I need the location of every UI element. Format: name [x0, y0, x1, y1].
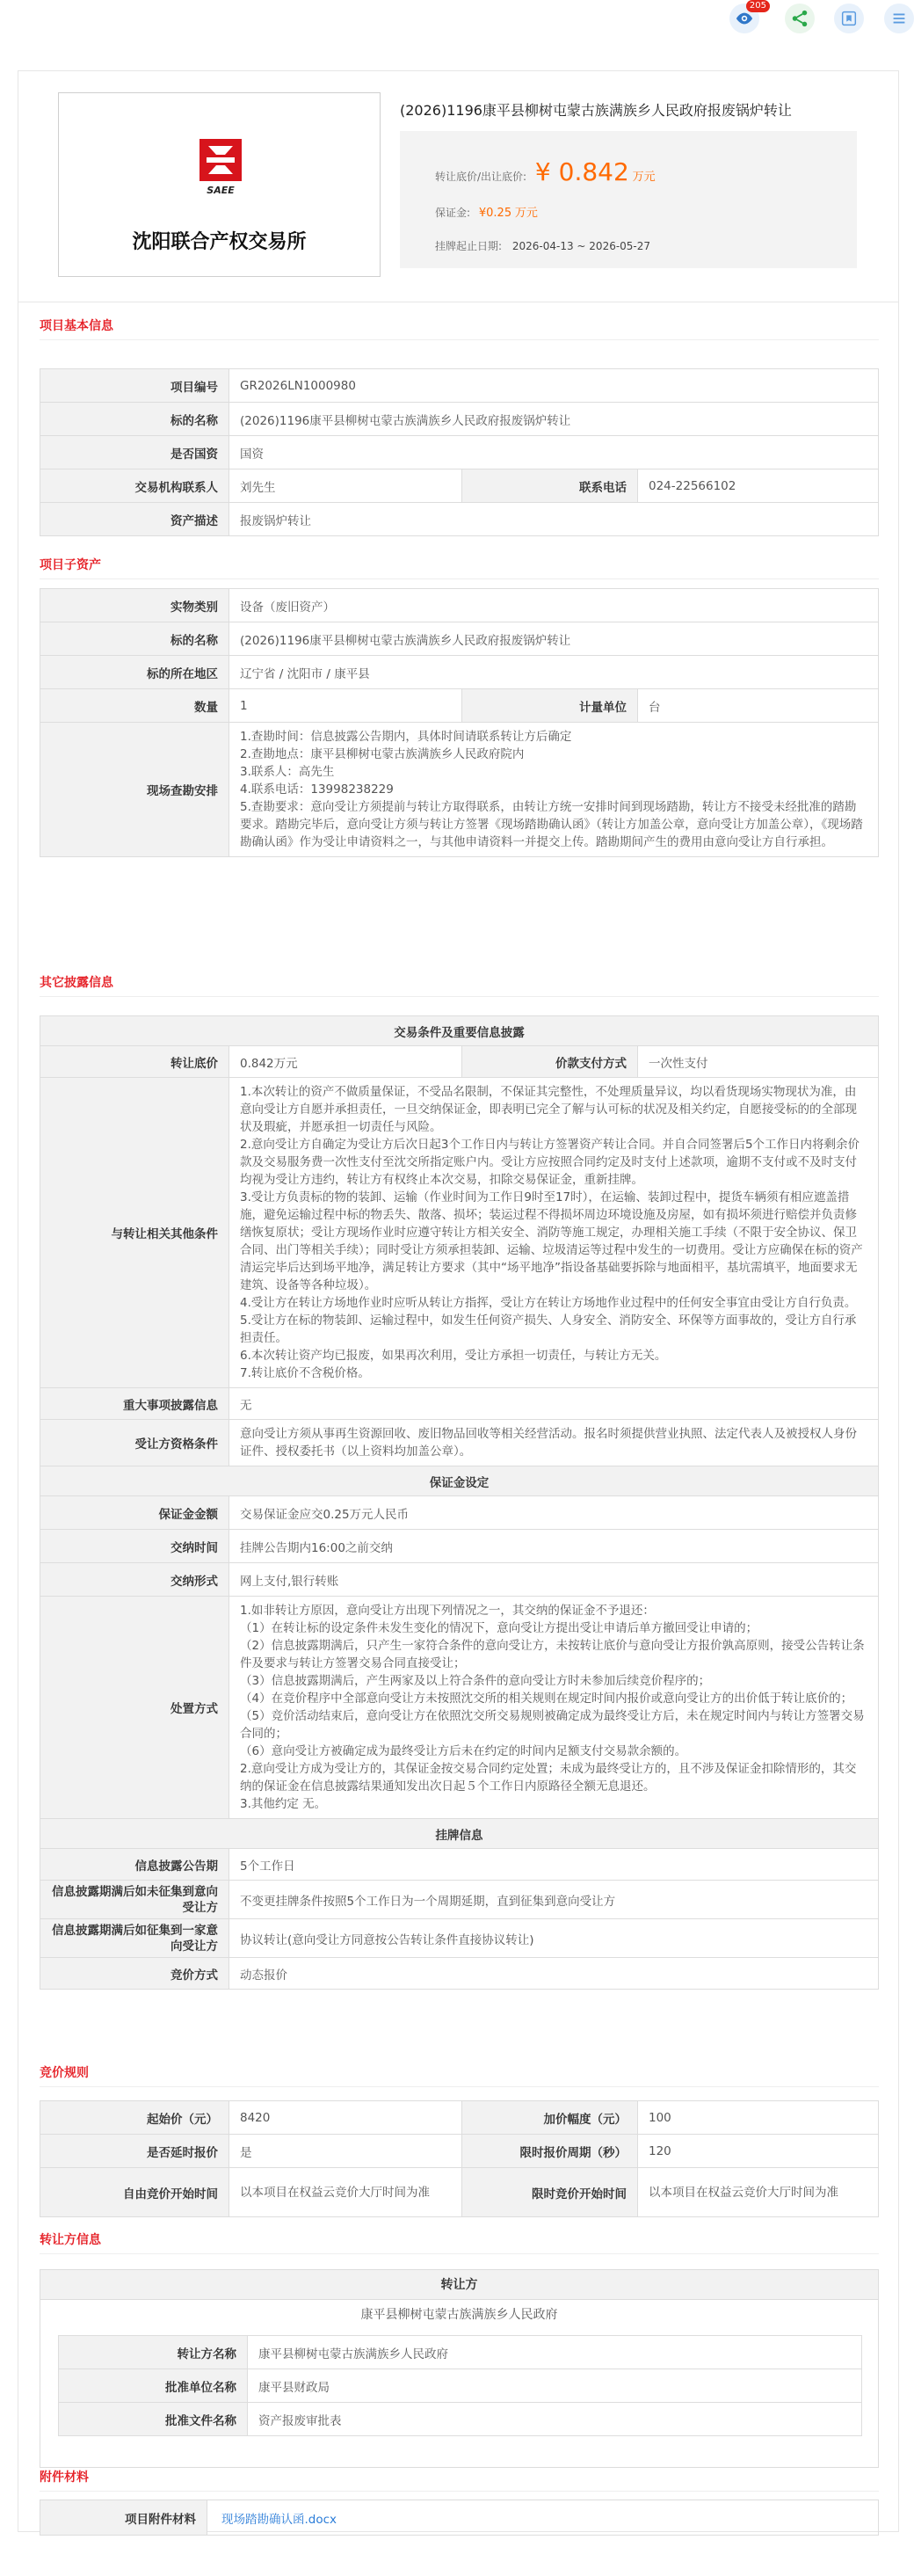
delayed-bid: 是 — [229, 2135, 462, 2168]
label: 数量 — [40, 689, 229, 723]
label: 现场查勘安排 — [40, 723, 229, 857]
approval-document: 资产报废审批表 — [248, 2403, 862, 2436]
deposit-value: ¥0.25 — [478, 207, 512, 220]
label: 标的所在地区 — [40, 656, 229, 689]
deposit-unit: 万元 — [514, 207, 538, 220]
target-location: 辽宁省 / 沈阳市 / 康平县 — [229, 656, 879, 689]
contact-phone: 024-22566102 — [638, 469, 879, 503]
org-mark-text: SAEE — [207, 185, 235, 196]
attachment-title: 附件材料 — [40, 2470, 89, 2485]
disclosure-period: 5个工作日 — [229, 1849, 879, 1881]
label: 限时竞价开始时间 — [462, 2168, 638, 2217]
label: 限时报价周期（秒） — [462, 2135, 638, 2168]
text-line: 3.受让方负责标的物的装卸、运输（作业时间为工作日9时至17时），在运输、装卸过程中，提货车辆须有相应遮盖措施，避免运输过程中标的物丢失、散落、损坏；装运过程不得损坏周边环境设施及房屋，如有损坏须进行赔偿并负责修缮恢复原状；受让方现场作业时应遵守转让方相关安全、消防等施工规定，办理相关施工手续（不限于安全协议、保卫合同、出门等相关手续）；同时受让方须承担装卸、运输、垃圾清运等过程中发生的一切费用。受让方应确保在标的资产清运完毕后达到场平地净，满足转让方要求（其中“场平地净”指设备基础要拆除与地面相平，基坑需填平，地面要求无建筑、设备等各种垃圾）。 — [240, 1190, 863, 1292]
bidding-method: 动态报价 — [229, 1958, 879, 1990]
text-line: 5.查勘要求：意向受让方须提前与转让方取得联系，由转让方统一安排时间到现场踏勘，转让方不接受未经批准的踏勘要求。踏勘完毕后，意向受让方须与转让方签署《现场踏勘确认函》（转让方加盖公章，意向受让方加盖公章），《现场踏勘确认函》作为受让申请资料之一，与其他申请资料一并提交上传。踏勘期间产生的费用由意向受让方自行承担。 — [240, 800, 863, 849]
bid-rule-table — [40, 2100, 879, 2217]
bid-rule-title: 竞价规则 — [40, 2066, 89, 2080]
label: 信息披露公告期 — [40, 1849, 229, 1881]
dates-row — [435, 238, 650, 253]
text-line: 1.查勘时间：信息披露公告期内，具体时间请联系转让方后确定 — [240, 730, 572, 744]
price-box — [400, 131, 857, 268]
divider — [40, 996, 879, 997]
sub-asset-table — [40, 588, 879, 857]
text-line: （5）竞价活动结束后，意向受让方在依照沈交所交易规则被确定成为最终受让方后，未在规定时间内与转让方签署交易合同的； — [240, 1709, 865, 1741]
sub-section-title: 项目子资产 — [40, 558, 101, 572]
deposit-row — [435, 203, 538, 220]
text-line: 6.本次转让资产均已报废，如果再次利用，受让方承担一切责任，与转让方无关。 — [240, 1349, 667, 1363]
text-line: （3）信息披露期满后，产生两家及以上符合条件的意向受让方时未参加后续竞价程序的； — [240, 1674, 711, 1688]
bookmark-icon — [839, 9, 859, 28]
label: 交纳形式 — [40, 1563, 229, 1597]
label: 资产描述 — [40, 503, 229, 536]
price-row — [435, 157, 656, 186]
unit: 台 — [638, 689, 879, 723]
dates-label: 挂牌起止日期: — [435, 240, 503, 252]
text-line: 1.如非转让方原因，意向受让方出现下列情况之一，其交纳的保证金不予退还： — [240, 1604, 655, 1618]
text-line: 4.联系电话：13998238229 — [240, 782, 394, 797]
label: 起始价（元） — [40, 2101, 229, 2135]
text-line: 7.转让底价不含税价格。 — [240, 1366, 370, 1380]
seller-heading: 转让方 — [40, 2270, 878, 2300]
text-line: 2.意向受让方自确定为受让方后次日起3个工作日内与转让方签署资产转让合同。并自合同签署后5个工作日内将剩余价款及交易服务费一次性支付至沈交所指定账户内。受让方应按照合同约定及时支付上述款项，逾期不支付或不及时支付均视为受让方违约，转让方有权终止本次交易，扣除交易保证金，重新挂牌。 — [240, 1138, 860, 1187]
target-name: (2026)1196康平县柳树屯蒙古族满族乡人民政府报废锅炉转让 — [229, 403, 879, 436]
other-section-title: 其它披露信息 — [40, 976, 113, 990]
view-count-button[interactable] — [729, 1, 766, 33]
seller-name: 康平县柳树屯蒙古族满族乡人民政府 — [248, 2336, 862, 2369]
divider — [40, 2491, 879, 2492]
label: 批准单位名称 — [59, 2369, 248, 2403]
label: 转让底价 — [40, 1046, 229, 1078]
text-line: （2）信息披露期满后，只产生一家符合条件的意向受让方，未按转让底价与意向受让方报价孰高原则，接受公告转让条件及要求与转让方签署交易合同直接受让； — [240, 1639, 865, 1670]
payment-form: 网上支付,银行转账 — [229, 1563, 879, 1597]
favorite-button[interactable] — [834, 4, 864, 33]
no-buyer-rule: 不变更挂牌条件按照5个工作日为一个周期延期，直到征集到意向受让方 — [229, 1881, 879, 1919]
project-header — [18, 71, 898, 302]
label: 交纳时间 — [40, 1530, 229, 1563]
label: 价款支付方式 — [462, 1046, 638, 1078]
label: 信息披露期满后如未征集到意向受让方 — [40, 1881, 229, 1919]
label: 竞价方式 — [40, 1958, 229, 1990]
table-heading: 挂牌信息 — [40, 1819, 879, 1849]
deposit-disposal — [229, 1597, 879, 1819]
label: 重大事项披露信息 — [40, 1388, 229, 1420]
timed-bid-start: 以本项目在权益云竞价大厅时间为准 — [638, 2168, 879, 2217]
seller-subheading: 康平县柳树屯蒙古族满族乡人民政府 — [360, 2308, 558, 2322]
view-count-badge: 205 — [746, 0, 770, 12]
start-price: 8420 — [229, 2101, 462, 2135]
deposit-label: 保证金: — [435, 207, 471, 219]
price-label: 转让底价/出让底价: — [435, 171, 527, 183]
project-title: (2026)1196康平县柳树屯蒙古族满族乡人民政府报废锅炉转让 — [400, 102, 792, 119]
label: 是否国资 — [40, 436, 229, 469]
text-line: （4）在竞价程序中全部意向受让方未按照沈交所的相关规则在规定时间内报价或意向受让方的出价低于转让底价的； — [240, 1692, 853, 1706]
disclosure-table — [40, 1015, 879, 1990]
label: 实物类别 — [40, 589, 229, 622]
text-line: 4.受让方在转让方场地作业时应听从转让方指挥，受让方在转让方场地作业过程中的任何安全事宜由受让方自行负责。 — [240, 1296, 857, 1310]
asset-type: 设备（废旧资产） — [229, 589, 879, 622]
org-name: 沈阳联合产权交易所 — [132, 230, 307, 253]
major-matters: 无 — [229, 1388, 879, 1420]
label: 交易机构联系人 — [40, 469, 229, 503]
payment-time: 挂牌公告期内16:00之前交纳 — [229, 1530, 879, 1563]
text-line: 2.意向受让方成为受让方的，其保证金按交易合同约定处置；未成为最终受让方的，且不涉及保证金扣除情形的，其交纳的保证金在信息披露结果通知发出次日起５个工作日内原路径全额无息退还。 — [240, 1762, 857, 1794]
text-line: （6）意向受让方被确定成为最终受让方后未在约定的时间内足额支付交易款余额的。 — [240, 1744, 687, 1758]
deposit-amount: 交易保证金应交0.25万元人民币 — [229, 1496, 879, 1530]
seller-table — [58, 2335, 862, 2436]
dates-value: 2026-04-13 ~ 2026-05-27 — [511, 240, 651, 252]
org-logo-box — [58, 92, 381, 277]
text-line: （1）在转让标的设定条件未发生变化的情况下，意向受让方提出受让申请后单方撤回受让申请的； — [240, 1621, 758, 1635]
basic-table — [40, 368, 879, 536]
divider — [40, 2253, 879, 2254]
basic-section-title: 项目基本信息 — [40, 319, 113, 333]
table-heading: 保证金设定 — [40, 1466, 879, 1496]
inspection-arrangement — [229, 723, 879, 857]
text-line: 2.查勘地点：康平县柳树屯蒙古族满族乡人民政府院内 — [240, 747, 525, 761]
transfer-conditions — [229, 1078, 879, 1388]
target-name: (2026)1196康平县柳树屯蒙古族满族乡人民政府报废锅炉转让 — [229, 622, 879, 656]
table-heading: 交易条件及重要信息披露 — [40, 1016, 879, 1046]
increment: 100 — [638, 2101, 879, 2135]
price-unit: 万元 — [632, 171, 656, 184]
label: 是否延时报价 — [40, 2135, 229, 2168]
contact-person: 刘先生 — [229, 469, 462, 503]
free-bid-start: 以本项目在权益云竞价大厅时间为准 — [229, 2168, 462, 2217]
saee-logo-icon — [199, 139, 242, 181]
main-content — [18, 70, 899, 2532]
text-line: 5.受让方在标的物装卸、运输过程中，如发生任何资产损失、人身安全、消防安全、环保等方面事故的，受让方自行承担责任。 — [240, 1313, 857, 1345]
label: 标的名称 — [40, 622, 229, 656]
attachment-link[interactable]: 现场踏勘确认函.docx — [221, 2512, 337, 2527]
quantity: 1 — [229, 689, 462, 723]
label: 标的名称 — [40, 403, 229, 436]
label: 处置方式 — [40, 1597, 229, 1819]
buyer-qualification: 意向受让方须从事再生资源回收、废旧物品回收等相关经营活动。报名时须提供营业执照、法定代表人及被授权人身份证件、授权委托书（以上资料均加盖公章）。 — [229, 1420, 879, 1466]
price-value: ¥ 0.842 — [534, 157, 629, 186]
seller-box — [40, 2269, 879, 2468]
seller-title: 转让方信息 — [40, 2233, 101, 2247]
divider — [40, 2086, 879, 2087]
share-button[interactable] — [785, 4, 815, 33]
one-buyer-rule: 协议转让(意向受让方同意按公告转让条件直接协议转让) — [229, 1919, 879, 1958]
label: 批准文件名称 — [59, 2403, 248, 2436]
label: 加价幅度（元） — [462, 2101, 638, 2135]
text-line: 3.其他约定 无。 — [240, 1797, 327, 1811]
label: 保证金金额 — [40, 1496, 229, 1530]
approval-unit: 康平县财政局 — [248, 2369, 862, 2403]
top-toolbar — [0, 0, 914, 40]
timed-cycle: 120 — [638, 2135, 879, 2168]
text-line: 1.本次转让的资产不做质量保证，不受品名限制，不保证其完整性，不处理质量异议，均以看货现场实物现状为准，由意向受让方自愿并承担责任，一旦交纳保证金，即表明已完全了解与认可标的状况及相关约定，自愿接受标的的全部现状及瑕疵，并愿承担一切责任与风险。 — [240, 1085, 857, 1134]
label: 项目附件材料 — [40, 2500, 207, 2536]
payment-method: 一次性支付 — [638, 1046, 879, 1078]
text-line: 3.联系人：高先生 — [240, 765, 335, 779]
label: 项目编号 — [40, 369, 229, 403]
state-owned: 国资 — [229, 436, 879, 469]
label: 信息披露期满后如征集到一家意向受让方 — [40, 1919, 229, 1958]
project-code: GR2026LN1000980 — [229, 369, 879, 403]
label: 联系电话 — [462, 469, 638, 503]
menu-icon — [889, 9, 909, 28]
more-button[interactable] — [884, 4, 914, 33]
label: 自由竞价开始时间 — [40, 2168, 229, 2217]
label: 计量单位 — [462, 689, 638, 723]
label: 转让方名称 — [59, 2336, 248, 2369]
share-icon — [790, 9, 809, 28]
asset-description: 报废锅炉转让 — [229, 503, 879, 536]
attachment-table — [40, 2500, 879, 2536]
label: 受让方资格条件 — [40, 1420, 229, 1466]
transfer-price: 0.842万元 — [229, 1046, 462, 1078]
label: 与转让相关其他条件 — [40, 1078, 229, 1388]
divider — [40, 339, 879, 340]
